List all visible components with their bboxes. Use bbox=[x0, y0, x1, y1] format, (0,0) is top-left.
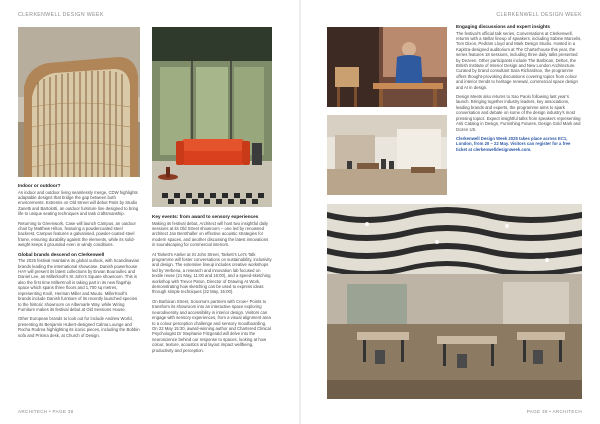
paragraph: The 2025 festival maintains its global outlook, with Scandinavian brands leading the international showcase. Danish powerhouse HAY will present its latest collections by Erwan Bouroullec and Daniel Lee, as Millerknoll’s St John’s Square showroom. This is also the first time MillerKnoll is taking part in its new flagship space which spans three floors and 1,700 sq metres, representing Knoll, Herman Miller and Muuto. MillerKnoll’s brands include Danish furniture of its recently launched species to the historic showroom on Albemarle Way, while Wiring Furniture makes its festival debut at Old Sessions House. bbox=[18, 258, 140, 312]
heading-discussions: Engaging discussions and expert insights bbox=[456, 24, 551, 29]
photo-wooden-chair bbox=[18, 27, 140, 177]
paragraph: At Tarkett’s Atelier at St John Street, Tarkett’s Let’s Talk programme will foster conversations on sustainability, inclusivity and design. The extensive lineup includes creative workshops led by Verbena, a research and innovation lab focused on textile reuse (21 May, 11:00 and 16:00), and a speed-sketching workshop with Trevor Paton, Director of Drawing At Work, demonstrating how sketching can be used to express ideas through simple techniques (22 May, 15:00). bbox=[152, 251, 272, 295]
heading-key-events: Key events: from award to sensory experiences bbox=[152, 214, 259, 219]
left-running-head: CLERKENWELL DESIGN WEEK bbox=[18, 12, 104, 18]
right-footer: PAGE 39 • ARCHITECH bbox=[526, 409, 582, 414]
paragraph: On Barbican Street, Sonoma’s partners with Crow+ Points to transform its showroom into an interactive space exploring neurodiversity and accessibility in interior design. Visitors can engage with sensory experiences, from a visual alignment area to a colour perception challenge and sensory moodboarding. On 22 May 15:30, award-winning author and Chartered Clinical Psychologist Dr Stephanie Fitzgerald will delve into the neuroscience behind our response to spaces, looking at how colour, texture, acoustics and layout impact wellbeing, productivity and perception. bbox=[152, 298, 271, 353]
event-info-text: Clerkenwell Design Week 2025 takes place across EC1, London, from 20 – 22 May. Visitors can register for a free ticket at clerkenwelldesignweek.com. bbox=[456, 135, 571, 152]
heading-global-brands: Global brands descend on Clerkenwell bbox=[18, 251, 105, 257]
paragraph: Design Meets also returns to Sao Paolo following last year’s launch. Bringing together industry leaders, key associations, leading brands and experts, the programme aims to spark conversation and debate on some of the design industry’s most pressing topics. Expect insightful talks from speakers representing Anti Catalog in Design, Furnishing Futures, Design Gold Mark and Dozen US. bbox=[456, 94, 581, 132]
right-text-column bbox=[456, 24, 582, 156]
paragraph: The festival’s official talk series, Conversations at Clerkenwell, returns with a stellar lineup of speakers, including Sabine Marcelis, Tom Dixon, Pedram Lloyd and Mark Design Studio. Hosted in a Kapitza-designed auditorium at The Charterhouse this year, the series features 18 sessions, including three daily talks presented by Dezeen. Other participants include The Barbican, Deltos, the British Institute of Interior Design and New London Architecture. Curated by brand consultant Sara Richardson, the programme offers thought-provoking discussions covering topics from colour and interior trends to heritage renewal, commercial space design and AI in design. bbox=[456, 30, 582, 90]
photo-woman-at-table bbox=[327, 27, 447, 107]
paragraph: As indoor and outdoor living seamlessly merge, CDW highlights adaptable designs that bridge the gap between both environments. Extremis on Old Street will debut Paris by Studio Zanetti and Bartolotti, an outdoor furniture line designed to bring life to unique seating techniques and task craftsmanship. bbox=[18, 189, 139, 217]
left-text-column-1 bbox=[18, 183, 140, 342]
photo-orange-sofa-pavilion bbox=[152, 27, 272, 207]
paragraph: Returning to Greenwork, Case will launch Campus, an outdoor chair by Matthew Hilton, featuring a powdercoated steel backrest. Campus features a galvanised, powder-coated steel frame, ensuring durability against the elements, while its solid-weight keeps it grounded even in windy conditions. bbox=[18, 220, 136, 248]
right-running-head: CLERKENWELL DESIGN WEEK bbox=[496, 12, 582, 18]
left-text-column-2 bbox=[152, 214, 272, 357]
photo-acoustic-ceiling-interior bbox=[327, 204, 582, 399]
heading-indoor-outdoor: Indoor or outdoor? bbox=[18, 183, 61, 188]
event-info-paragraph bbox=[456, 136, 582, 152]
paragraph: Other European brands to look out for include Andrew World, presenting its Benjamin Hubert-designed Calma Lounge and Rocha Rodrea highlighting its iconic pieces, including the Bobbin sofa and Prisma desk, at Church of Design. bbox=[18, 316, 140, 338]
left-footer: ARCHITECH • PAGE 38 bbox=[18, 409, 74, 414]
photo-event-hall bbox=[327, 115, 447, 195]
paragraph: Making its festival debut, Architect will host two insightful daily sessions at its Old Street showroom – one led by renowned architect Jan Bernthaller on effective acoustic strategies for modern spaces, and another discussing the latest innovations in soundscaping for commercial interiors. bbox=[152, 220, 269, 248]
page-gutter bbox=[299, 0, 301, 424]
